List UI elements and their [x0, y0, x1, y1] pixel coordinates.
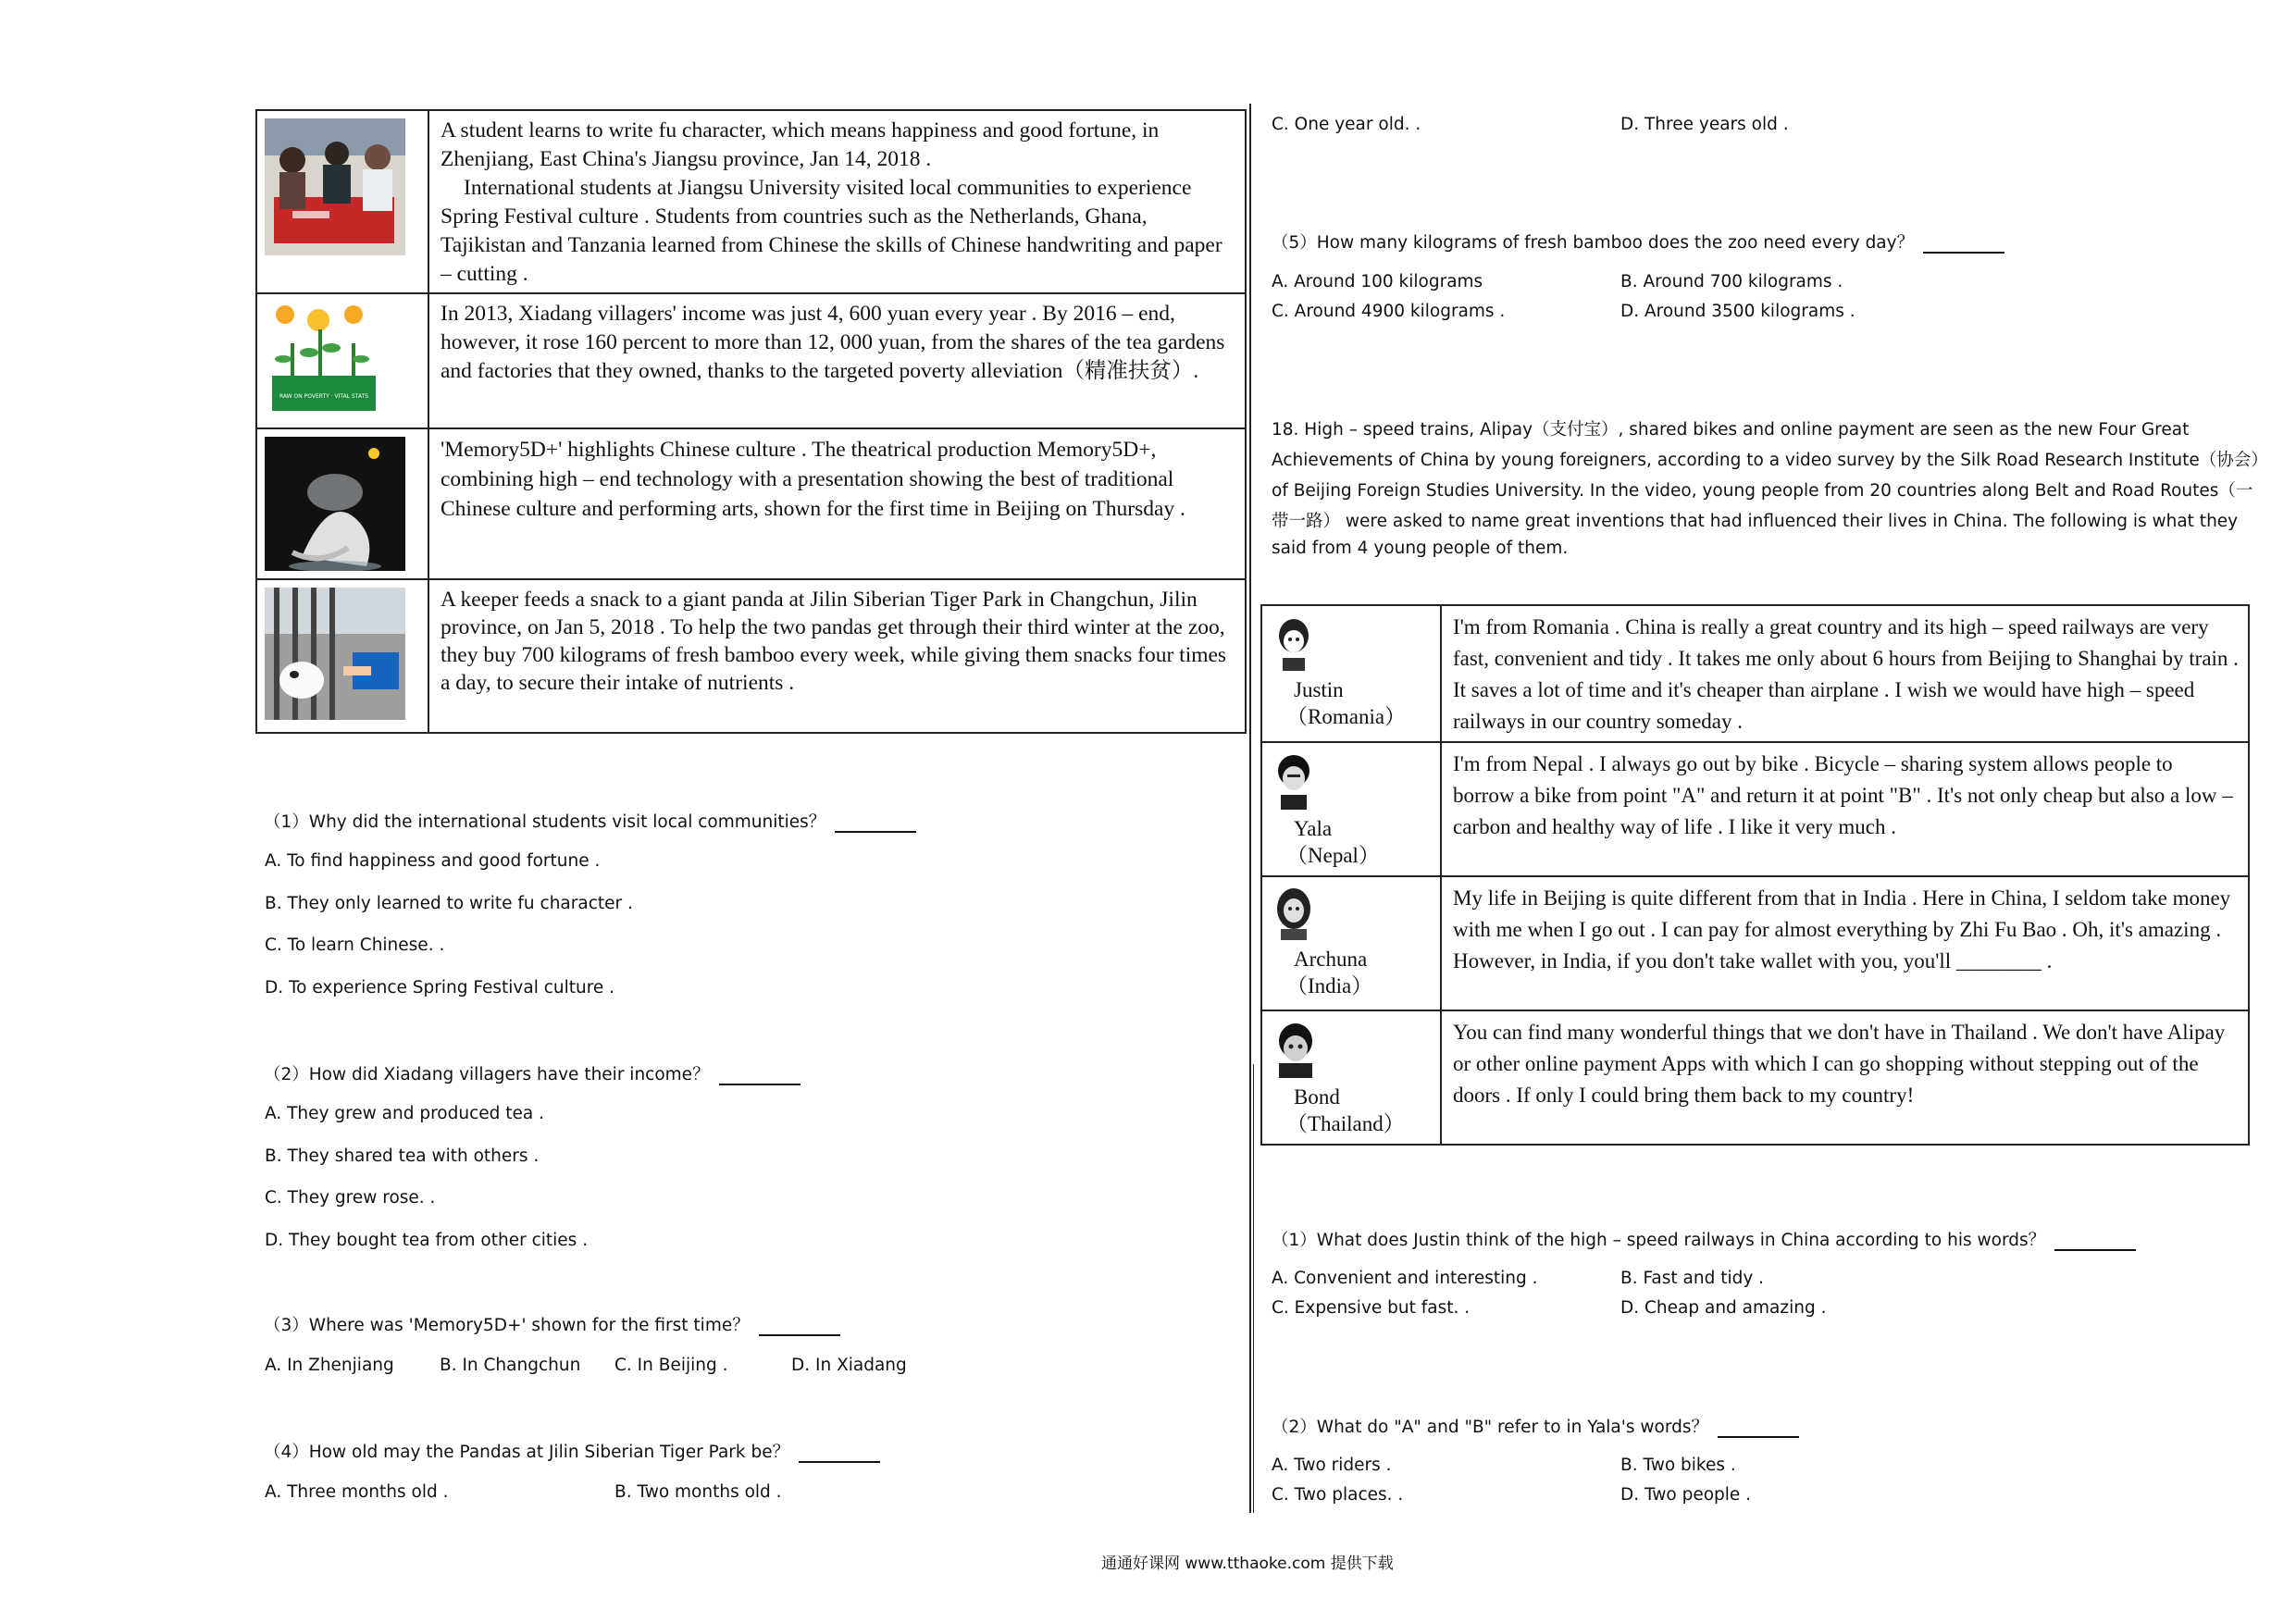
- question-2: （2）How did Xiadang villagers have their income？: [264, 1061, 800, 1085]
- passage-line: Achievements of China by young foreigners, according to a video survey by the Silk Road Research Institute（协会）: [1272, 451, 2268, 470]
- column-divider-lower: [1253, 1064, 1254, 1513]
- question-5: （5）How many kilograms of fresh bamboo does the zoo need every day？: [1272, 229, 2004, 254]
- news-row: [256, 293, 1246, 428]
- question-1: （1）Why did the international students visit local communities？: [264, 809, 916, 833]
- option[interactable]: B. They shared tea with others .: [265, 1146, 540, 1166]
- option[interactable]: B. Fast and tidy .: [1620, 1269, 1765, 1288]
- option[interactable]: A. They grew and produced tea .: [265, 1104, 544, 1123]
- option[interactable]: A. To find happiness and good fortune .: [265, 851, 601, 871]
- option[interactable]: D. They bought tea from other cities .: [265, 1231, 589, 1250]
- passage-line: of Beijing Foreign Studies University. In the video, young people from 20 countries along Belt and Road Routes（一: [1272, 481, 2253, 501]
- option[interactable]: D. Around 3500 kilograms .: [1620, 302, 1855, 321]
- option[interactable]: C. They grew rose. .: [265, 1188, 436, 1208]
- person-cell: [1261, 742, 1441, 876]
- people-table: [1260, 604, 2250, 1146]
- page-footer: 通通好课网 www.tthaoke.com 提供下载: [1101, 1555, 1394, 1573]
- option[interactable]: D. Three years old .: [1620, 115, 1789, 134]
- person-name: Bond: [1294, 1085, 1340, 1109]
- person-cell: [1261, 605, 1441, 742]
- income-growth-photo: [265, 302, 383, 413]
- students-writing-photo: [265, 118, 405, 255]
- option[interactable]: A. Convenient and interesting .: [1272, 1269, 1538, 1288]
- person-avatar: [1273, 1021, 1318, 1078]
- passage-line: 18. High – speed trains, Alipay（支付宝）, shared bikes and online payment are seen as the new Four Great: [1272, 420, 2190, 440]
- person-avatar: [1273, 615, 1314, 671]
- news-row: [256, 110, 1246, 293]
- person-row: [1261, 742, 2249, 876]
- person-country: （Nepal）: [1286, 844, 1380, 867]
- person-words: My life in Beijing is quite different from that in India . Here in China, I seldom take money with me when I go out . I can pay for almost everything by Zhi Fu Bao . Oh, it's amazing . However, in India, if you don't take wallet with you, you'll ________ .: [1441, 876, 2249, 1010]
- answer-blank[interactable]: [1923, 251, 2004, 254]
- answer-blank[interactable]: [759, 1333, 840, 1336]
- person-country: （India）: [1286, 974, 1373, 997]
- news-text-cell: [428, 428, 1246, 579]
- news-text-cell: [428, 579, 1246, 733]
- answer-blank[interactable]: [835, 830, 916, 833]
- person-words: I'm from Romania . China is really a great country and its high – speed railways are very fast, convenient and tidy . It takes me only about 6 hours from Beijing to Shanghai by train . It saves a lot of time and it's cheaper than airplane . I wish we would have high – speed railways in our country someday .: [1441, 605, 2249, 742]
- option[interactable]: D. Two people .: [1620, 1485, 1752, 1505]
- option[interactable]: C. Two places. .: [1272, 1485, 1404, 1505]
- option[interactable]: A. In Zhenjiang: [265, 1356, 394, 1375]
- news-paragraph: 'Memory5D+' highlights Chinese culture . The theatrical production Memory5D+, combining high – end technology with a presentation showing the best of traditional Chinese culture and performing arts, shown for the first time in Beijing on Thursday .: [441, 438, 1185, 521]
- person-avatar: [1273, 752, 1314, 810]
- image-caption: RAW ON POVERTY · VITAL STATS: [279, 393, 369, 400]
- news-row: [256, 579, 1246, 733]
- news-paragraph: International students at Jiangsu University visited local communities to experience Spring Festival culture . Students from countries such as the Netherlands, Ghana, Tajikistan and Tanzania learned from Chinese the skills of Chinese handwriting and paper – cutting .: [441, 176, 1222, 286]
- option[interactable]: B. Two bikes .: [1620, 1456, 1736, 1475]
- option[interactable]: D. Cheap and amazing .: [1620, 1298, 1827, 1318]
- question-1: （1）What does Justin think of the high – speed railways in China according to his words？: [1272, 1227, 2136, 1251]
- option[interactable]: A. Around 100 kilograms: [1272, 272, 1483, 291]
- passage-line: 带一路） were asked to name great inventions that had influenced their lives in China. The following is what they: [1272, 512, 2239, 531]
- person-words: You can find many wonderful things that we don't have in Thailand . We don't have Alipay or other online payment Apps with which I can go shopping without stepping out of the doors . If only I could bring them back to my country!: [1441, 1010, 2249, 1145]
- news-paragraph: A student learns to write fu character, which means happiness and good fortune, in Zhenjiang, East China's Jiangsu province, Jan 14, 2018 .: [441, 118, 1160, 171]
- person-country: （Thailand）: [1286, 1112, 1405, 1135]
- person-country: （Romania）: [1286, 705, 1407, 728]
- person-name: Justin: [1294, 678, 1344, 701]
- passage-line: said from 4 young people of them.: [1272, 539, 1569, 558]
- answer-blank[interactable]: [1718, 1435, 1799, 1438]
- option[interactable]: C. In Beijing .: [614, 1356, 728, 1375]
- option[interactable]: C. Expensive but fast. .: [1272, 1298, 1471, 1318]
- news-image-cell: [256, 293, 428, 428]
- person-words: I'm from Nepal . I always go out by bike . Bicycle – sharing system allows people to borrow a bike from point "A" and return it at point "B" . It's not only cheap but also a low – carbon and healthy way of life . I like it very much .: [1441, 742, 2249, 876]
- news-table: [255, 109, 1247, 734]
- option[interactable]: D. In Xiadang: [791, 1356, 907, 1375]
- person-row: [1261, 1010, 2249, 1145]
- question-2: （2）What do "A" and "B" refer to in Yala's words？: [1272, 1414, 1799, 1438]
- news-paragraph: A keeper feeds a snack to a giant panda at Jilin Siberian Tiger Park in Changchun, Jilin province, on Jan 5, 2018 . To help the two pandas get through their third winter at the zoo, they buy 700 kilograms of fresh bamboo every week, while giving them snacks four times a day, to secure their intake of nutrients .: [441, 588, 1227, 695]
- answer-blank[interactable]: [719, 1083, 800, 1085]
- news-text-cell: [428, 293, 1246, 428]
- news-image-cell: [256, 579, 428, 733]
- person-avatar: [1273, 886, 1314, 940]
- person-cell: [1261, 1010, 1441, 1145]
- option[interactable]: C. Around 4900 kilograms .: [1272, 302, 1506, 321]
- option[interactable]: C. One year old. .: [1272, 115, 1421, 134]
- panda-keeper-photo: [265, 588, 405, 720]
- person-row: [1261, 605, 2249, 742]
- option[interactable]: B. They only learned to write fu character .: [265, 894, 633, 913]
- question-4: （4）How old may the Pandas at Jilin Siberian Tiger Park be？: [264, 1439, 880, 1463]
- option[interactable]: B. Two months old .: [614, 1482, 782, 1502]
- news-row: [256, 428, 1246, 579]
- answer-blank[interactable]: [799, 1460, 880, 1463]
- news-image-cell: [256, 110, 428, 293]
- news-paragraph: In 2013, Xiadang villagers' income was just 4, 600 yuan every year . By 2016 – end, however, it rose 160 percent to more than 12, 000 yuan, from the shares of the tea gardens and factories that they owned, thanks to the targeted poverty alleviation（精准扶贫）.: [441, 302, 1225, 383]
- news-text-cell: [428, 110, 1246, 293]
- person-name: Yala: [1294, 817, 1333, 840]
- option[interactable]: D. To experience Spring Festival culture .: [265, 978, 615, 997]
- news-image-cell: [256, 428, 428, 579]
- person-row: [1261, 876, 2249, 1010]
- person-name: Archuna: [1294, 948, 1368, 971]
- option[interactable]: A. Three months old .: [265, 1482, 449, 1502]
- person-cell: [1261, 876, 1441, 1010]
- option[interactable]: B. In Changchun: [440, 1356, 581, 1375]
- option[interactable]: C. To learn Chinese. .: [265, 935, 445, 955]
- question-3: （3）Where was 'Memory5D+' shown for the first time？: [264, 1312, 840, 1336]
- option[interactable]: A. Two riders .: [1272, 1456, 1392, 1475]
- answer-blank[interactable]: [2054, 1248, 2136, 1251]
- option[interactable]: B. Around 700 kilograms .: [1620, 272, 1843, 291]
- theatre-performance-photo: [265, 437, 405, 571]
- column-divider: [1249, 104, 1251, 1513]
